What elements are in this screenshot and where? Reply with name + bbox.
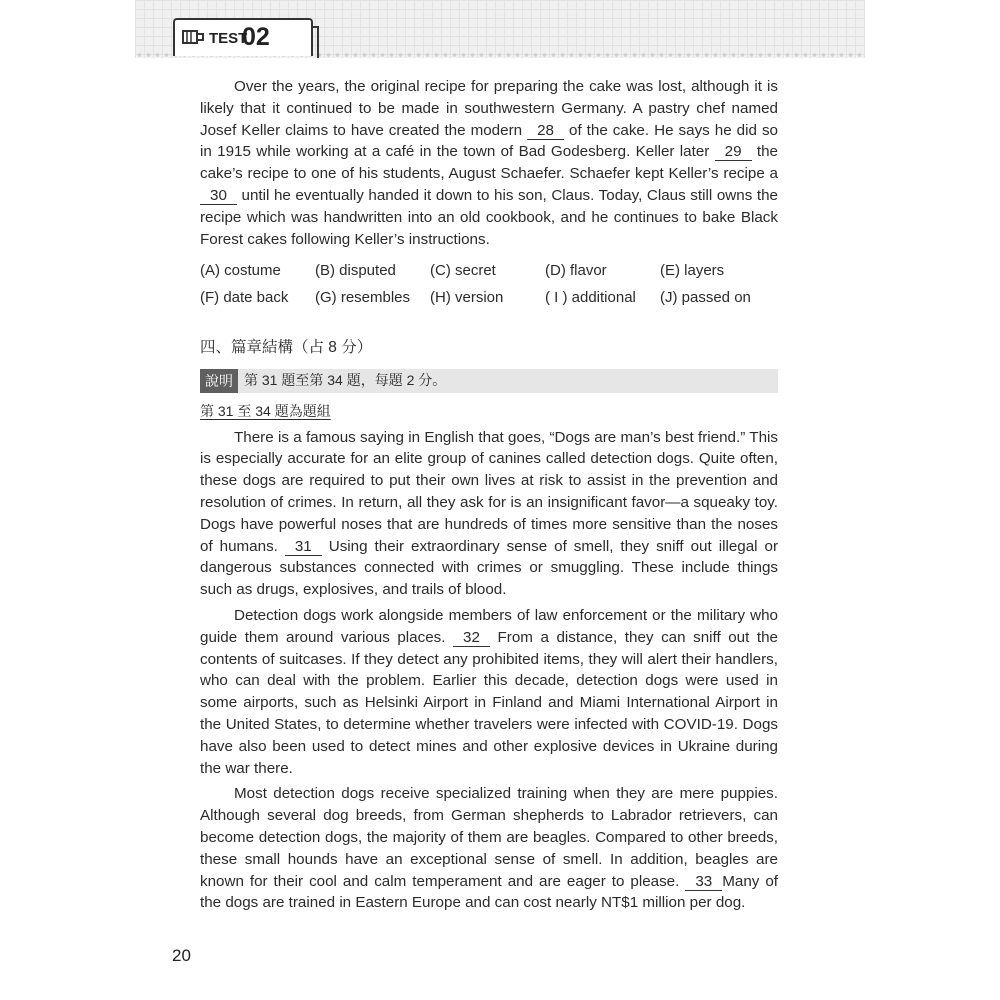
instruction-label: 說明 (200, 369, 238, 393)
test-number: 02 (242, 23, 270, 51)
binder-clip-icon (181, 26, 205, 48)
passage-paragraph: Most detection dogs receive specialized training when they are mere puppies. Although several dog breeds, from German shepherds to Labrador retrievers, can become detection dogs, the majority of them are beagles. Compared to other breeds, these small hounds have an exceptional sense of smell. In addition, beagles are known for their cool and calm temperament and are eager to please. 33 Many of the dogs are trained in Eastern Europe and can cost nearly NT$1 million per dog. (200, 785, 778, 912)
option-a: (A) costume (200, 262, 281, 280)
test-tab (173, 18, 313, 56)
option-j: (J) passed on (660, 289, 751, 307)
page-number: 20 (172, 946, 191, 965)
passage-paragraph: Over the years, the original recipe for preparing the cake was lost, although it is likely that it continued to be made in southwestern Germany. A pastry chef named Josef Keller claims to have created the modern 28 of the cake. He says he did so in 1915 while working at a café in the town of Bad Godesberg. Keller later 29 the cake’s recipe to one of his students, August Schaefer. Schaefer kept Keller’s recipe a 30 until he eventually handed it down to his son, Claus. Today, Claus still owns the recipe which was handwritten into an old cookbook, and he continues to bake Black Forest cakes following Keller’s instructions. (200, 78, 778, 248)
main-content (200, 76, 778, 914)
option-g: (G) resembles (315, 289, 411, 307)
option-d: (D) flavor (545, 262, 607, 280)
answer-options (200, 260, 778, 309)
option-i: ( I ) additional (545, 289, 636, 307)
blank-30: 30 (200, 187, 237, 205)
option-b: (B) disputed (315, 262, 396, 280)
option-f: (F) date back (200, 289, 289, 307)
test-label: TEST (209, 30, 248, 47)
passage-paragraph: Detection dogs work alongside members of law enforcement or the military who guide them around various places. 32 From a distance, they can sniff out the contents of suitcases. If they detect any prohibited items, they will alert their handlers, who can deal with the problem. Earlier this decade, detection dogs were used in some airports, such as Helsinki Airport in Finland and Miami International Airport in the United States, to determine whether travelers were infected with COVID-19. Dogs have also been used to detect mines and other explosive devices in Ukraine during the war there. (200, 606, 778, 777)
option-h: (H) version (430, 289, 504, 307)
passage-paragraph: There is a famous saying in English that goes, “Dogs are man’s best friend.” This is especially accurate for an elite group of canines called detection dogs. Quite often, these dogs are required to put their own lives at risk to assist in the prevention and resolution of crimes. In return, all they ask for is an insignificant favor—a squeaky toy. Dogs have powerful noses that are hundreds of times more sensitive than the noses of humans. 31 Using their extraordinary sense of smell, they sniff out illegal or dangerous substances connected with crimes or smuggling. These include things such as drugs, explosives, and trails of blood. (200, 428, 779, 599)
section-title: 四、篇章結構（占 8 分） (200, 338, 373, 356)
group-label: 第 31 至 34 題為題組 (200, 402, 331, 419)
option-e: (E) layers (660, 262, 725, 280)
blank-29: 29 (715, 143, 752, 161)
option-c: (C) secret (430, 262, 496, 280)
blank-31: 31 (285, 538, 322, 556)
instruction-bar (200, 369, 778, 393)
instruction-text: 第 31 題至第 34 題，每題 2 分。 (244, 371, 447, 388)
blank-32: 32 (453, 629, 490, 647)
blank-28: 28 (527, 122, 564, 140)
blank-33: 33 (685, 873, 722, 891)
